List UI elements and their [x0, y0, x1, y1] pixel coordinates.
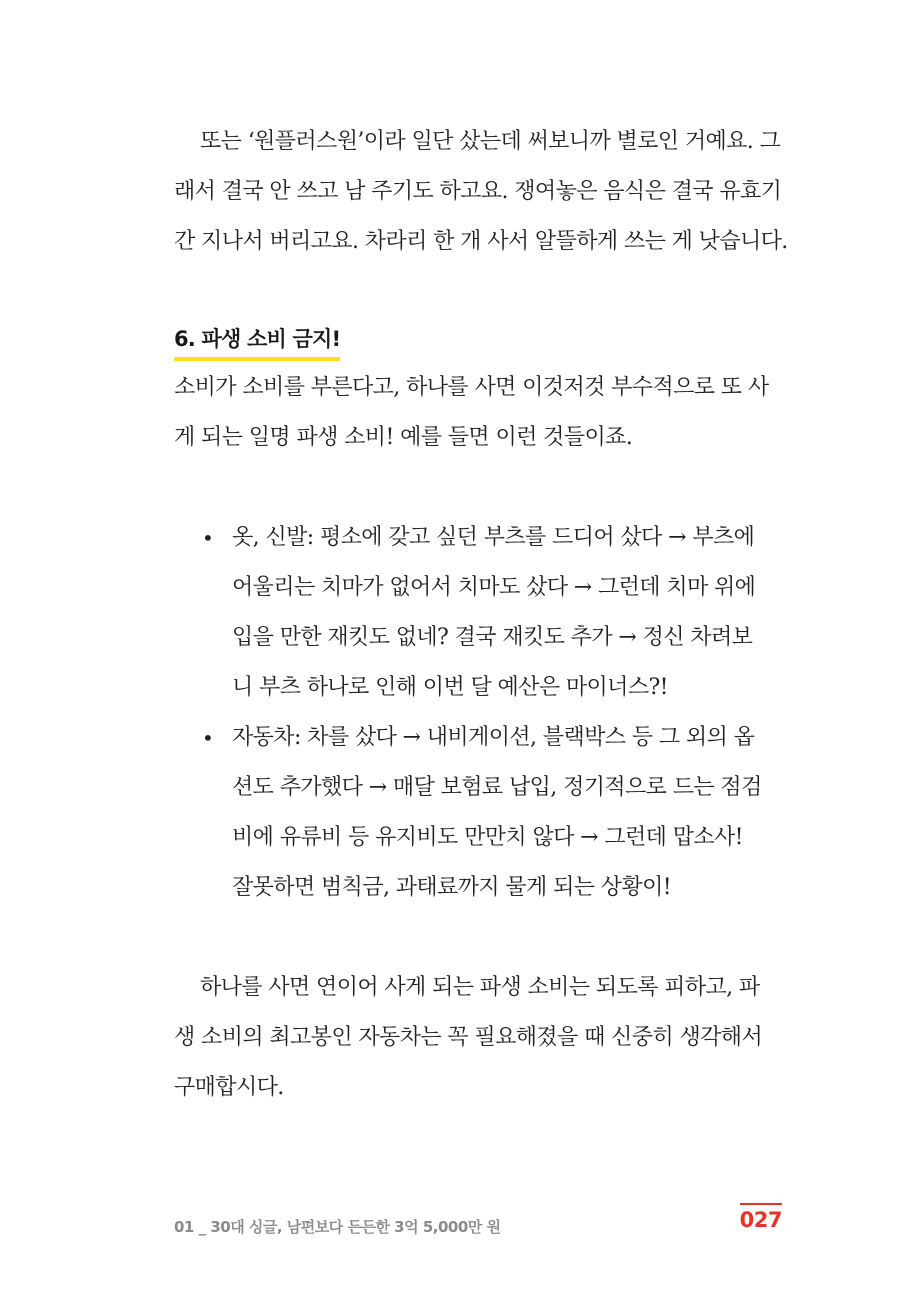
text-line: 또는 ‘원플러스원’이라 일단 샀는데 써보니까 별로인 거예요. 그 [200, 129, 781, 154]
text-line: 입을 만한 재킷도 없네? 결국 재킷도 추가 → 정신 차려보 [232, 625, 753, 650]
bullet-item-car [174, 713, 782, 913]
bullet-item-clothing [174, 513, 782, 713]
text-line: 자동차: 차를 샀다 → 내비게이션, 블랙박스 등 그 외의 옵 [232, 725, 755, 750]
text-line: 생 소비의 최고봉인 자동차는 꼭 필요해졌을 때 신중히 생각해서 [174, 1025, 763, 1050]
text-line: 간 지나서 버리고요. 차라리 한 개 사서 알뜰하게 쓰는 게 낫습니다. [174, 229, 788, 254]
text-line: 어울리는 치마가 없어서 치마도 샀다 → 그런데 치마 위에 [232, 575, 756, 600]
bullet-icon: • [202, 526, 214, 550]
intro-paragraph [174, 117, 788, 267]
text-line: 하나를 사면 연이어 사게 되는 파생 소비는 되도록 피하고, 파 [200, 975, 760, 1000]
page-body [174, 117, 788, 1113]
text-line: 옷, 신발: 평소에 갖고 싶던 부츠를 드디어 샀다 → 부츠에 [232, 525, 755, 550]
page-number: 027 [739, 1208, 782, 1232]
text-line: 게 되는 일명 파생 소비! 예를 들면 이런 것들이죠. [174, 425, 633, 450]
text-line: 래서 결국 안 쓰고 남 주기도 하고요. 쟁여놓은 음식은 결국 유효기 [174, 179, 782, 204]
text-line: 잘못하면 범칙금, 과태료까지 물게 되는 상황이! [232, 875, 671, 900]
closing-paragraph [174, 963, 782, 1113]
text-line: 구매합시다. [174, 1075, 284, 1100]
text-line: 니 부츠 하나로 인해 이번 달 예산은 마이너스?! [232, 675, 668, 700]
text-line: 비에 유류비 등 유지비도 만만치 않다 → 그런데 맙소사! [232, 825, 743, 850]
text-line: 션도 추가했다 → 매달 보험료 납입, 정기적으로 드는 점검 [232, 775, 762, 800]
bullet-list [174, 513, 782, 913]
section-heading: 6. 파생 소비 금지! [174, 323, 340, 361]
footer-chapter-title: 01 _ 30대 싱글, 남편보다 든든한 3억 5,000만 원 [174, 1218, 501, 1236]
text-line: 소비가 소비를 부른다고, 하나를 사면 이것저것 부수적으로 또 사 [174, 375, 769, 400]
section-heading-block [174, 317, 782, 363]
section-paragraph [174, 363, 782, 463]
bullet-icon: • [202, 726, 214, 750]
